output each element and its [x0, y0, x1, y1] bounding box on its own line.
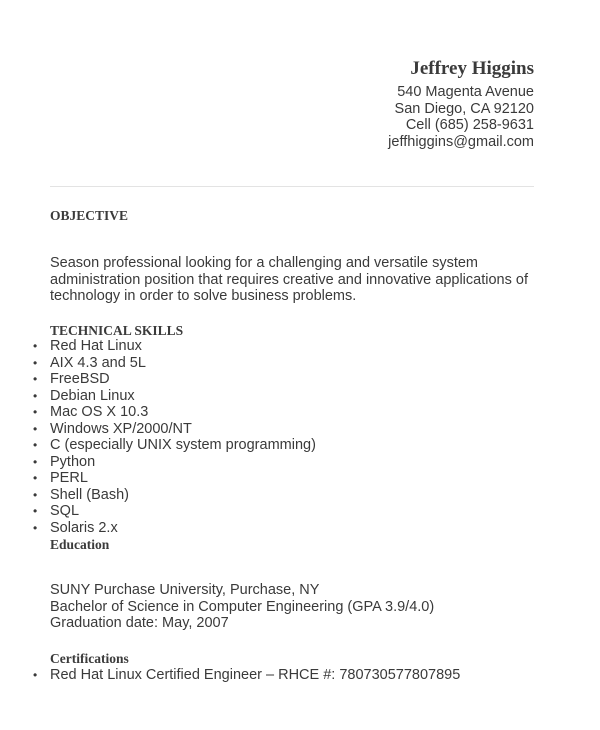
skill-item	[33, 404, 316, 421]
skill-item	[33, 519, 316, 537]
education-heading: Education	[50, 537, 110, 552]
bullet-icon: •	[33, 504, 38, 518]
technical-skills-heading: TECHNICAL SKILLS	[50, 323, 184, 338]
skill-label: Debian Linux	[50, 387, 135, 404]
bullet-icon: •	[33, 355, 38, 370]
skill-label: Solaris 2.x	[50, 519, 118, 536]
skill-item	[33, 503, 316, 520]
objective-text	[50, 255, 550, 305]
skill-item	[33, 387, 316, 405]
header-divider	[50, 186, 534, 187]
certifications-heading: Certifications	[50, 651, 129, 666]
skill-label: FreeBSD	[50, 371, 110, 387]
certification-label: Red Hat Linux Certified Engineer – RHCE #: 780730577807895	[50, 667, 461, 683]
bullet-icon: •	[33, 339, 38, 353]
bullet-icon: •	[33, 438, 38, 452]
email-address: jeffhiggins@gmail.com	[388, 133, 534, 150]
objective-heading: OBJECTIVE	[50, 208, 129, 223]
bullet-icon: •	[33, 668, 38, 682]
objective-line: technology in order to solve business problems.	[50, 288, 357, 304]
skill-label: Python	[50, 453, 96, 470]
skill-item	[33, 486, 316, 504]
address-line-2: San Diego, CA 92120	[394, 100, 534, 117]
contact-header	[388, 58, 534, 150]
education-school: SUNY Purchase University, Purchase, NY	[50, 582, 320, 598]
objective-line: administration position that requires creative and innovative applications of	[50, 271, 528, 288]
certification-item	[33, 667, 461, 684]
phone-number: Cell (685) 258-9631	[405, 117, 534, 133]
skill-label: SQL	[50, 503, 80, 519]
bullet-icon: •	[33, 471, 38, 485]
bullet-icon: •	[33, 405, 38, 419]
skill-label: Red Hat Linux	[50, 338, 142, 354]
skill-item	[33, 338, 316, 355]
address-line-1: 540 Magenta Avenue	[397, 84, 534, 100]
skill-item	[33, 470, 316, 487]
bullet-icon: •	[33, 388, 38, 403]
bullet-icon: •	[33, 372, 38, 386]
bullet-icon: •	[33, 487, 38, 502]
bullet-icon: •	[33, 421, 38, 436]
skill-label: C (especially UNIX system programming)	[50, 437, 316, 453]
skill-item	[33, 371, 316, 388]
skill-label: Mac OS X 10.3	[50, 404, 149, 420]
skill-item	[33, 354, 316, 372]
skill-item	[33, 453, 316, 471]
bullet-icon: •	[33, 520, 38, 535]
education-details	[50, 582, 550, 632]
skill-item	[33, 420, 316, 438]
applicant-name: Jeffrey Higgins	[410, 58, 534, 79]
skill-label: PERL	[50, 470, 88, 486]
objective-line: Season professional looking for a challenging and versatile system	[50, 255, 478, 271]
education-graduation-date: Graduation date: May, 2007	[50, 615, 229, 631]
bullet-icon: •	[33, 454, 38, 469]
skill-label: AIX 4.3 and 5L	[50, 354, 146, 371]
education-degree: Bachelor of Science in Computer Engineering (GPA 3.9/4.0)	[50, 598, 435, 615]
technical-skills-list	[33, 338, 316, 536]
skill-label: Windows XP/2000/NT	[50, 420, 192, 437]
skill-label: Shell (Bash)	[50, 486, 129, 503]
skill-item	[33, 437, 316, 454]
